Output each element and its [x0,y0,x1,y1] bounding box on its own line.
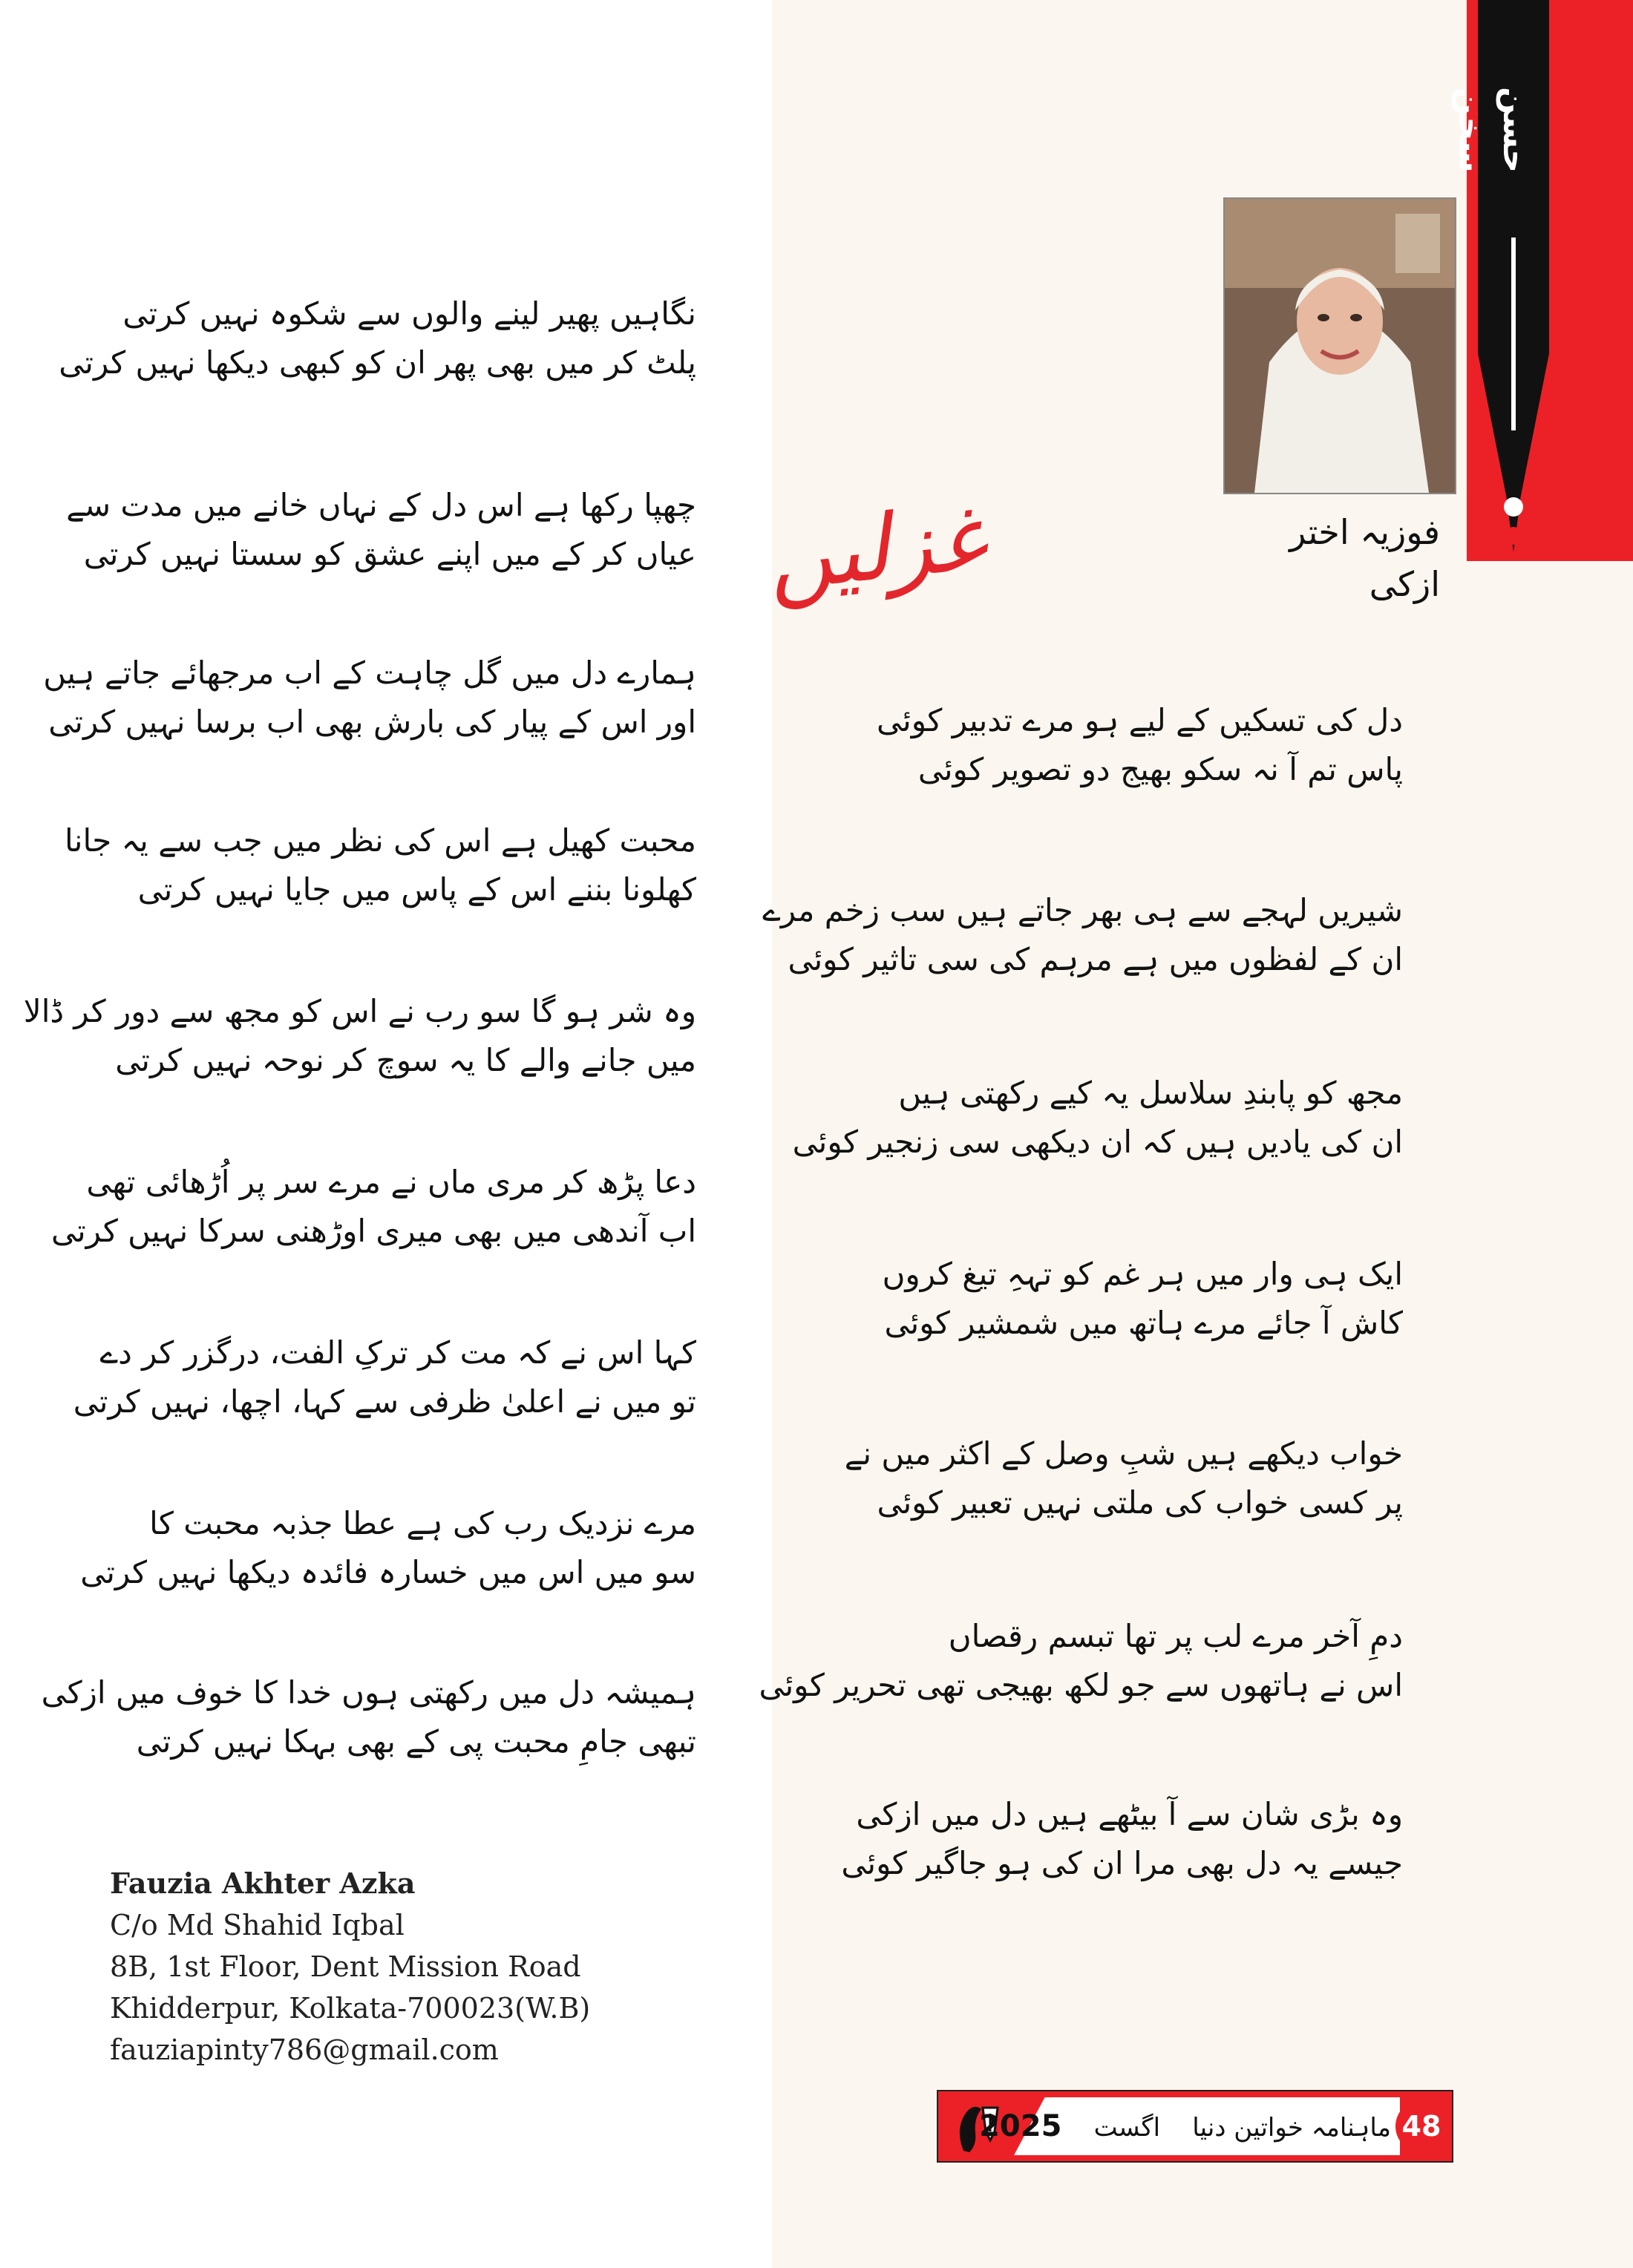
misra: اب آندھی میں بھی میری اوڑھنی سرکا نہیں کرتی [50,1213,696,1249]
address-line: Khidderpur, Kolkata-700023(W.B) [110,1992,591,2025]
couplet [50,1158,696,1256]
couplet [43,649,696,747]
address-line: 8B, 1st Floor, Dent Mission Road [110,1950,581,1983]
misra: کاش آ جائے مرے ہاتھ میں شمشیر کوئی [884,1305,1403,1341]
misra: دعا پڑھ کر مری ماں نے مرے سر پر اُڑھائی تھی [86,1164,696,1200]
misra: پلٹ کر میں بھی پھر ان کو کبھی دیکھا نہیں کرتی [59,344,696,381]
misra: ہمیشہ دل میں رکھتی ہوں خدا کا خوف میں ازکی [41,1674,696,1711]
misra: وہ شر ہو گا سو رب نے اس کو مجھ سے دور کر ڈالا [23,993,696,1029]
misra: ہمارے دل میں گل چاہت کے اب مرجھائے جاتے ہیں [43,655,696,691]
couplet [792,1069,1403,1167]
misra: سو میں اس میں خسارہ فائدہ دیکھا نہیں کرتی [80,1554,696,1590]
misra: ان کی یادیں ہیں کہ ان دیکھی سی زنجیر کوئی [792,1124,1403,1160]
magazine-title: ماہنامہ خواتین دنیا [1192,2113,1391,2143]
misra: محبت کھیل ہے اس کی نظر میں جب سے یہ جانا [64,822,696,859]
misra: دل کی تسکیں کے لیے ہو مرے تدبیر کوئی [877,702,1403,738]
poet-name: فوزیہ اختر ازکی [1289,512,1440,604]
couplet [844,1429,1403,1527]
misra: پاس تم آ نہ سکو بھیج دو تصویر کوئی [917,751,1403,787]
misra: خواب دیکھے ہیں شبِ وصل کے اکثر میں نے [844,1435,1403,1472]
address-line: C/o Md Shahid Iqbal [110,1909,405,1941]
misra: وہ بڑی شان سے آ بیٹھے ہیں دل میں ازکی [856,1796,1403,1832]
footer-issue [979,2102,1391,2151]
misra: چھپا رکھا ہے اس دل کے نہاں خانے میں مدت سے [66,487,696,523]
couplet [59,289,696,387]
issue-year: 2025 [979,2109,1062,2143]
issue-month: اگست [1093,2113,1161,2143]
couplet [868,1250,1403,1348]
author-email: fauziapinty786@gmail.com [110,2033,499,2066]
couplet [762,886,1403,984]
author-address [110,1863,704,2071]
misra: تو میں نے اعلیٰ ظرفی سے کہا، اچھا، نہیں کرتی [73,1383,696,1420]
misra: ان کے لفظوں میں ہے مرہم کی سی تاثیر کوئی [788,941,1403,977]
couplet [759,1612,1403,1710]
misra: کہا اس نے کہ مت کر ترکِ الفت، درگزر کر دے [99,1334,696,1371]
misra: ایک ہی وار میں ہر غم کو تہہِ تیغ کروں [882,1256,1403,1292]
misra: پر کسی خواب کی ملتی نہیں تعبیر کوئی [877,1484,1403,1521]
misra: جیسے یہ دل بھی مرا ان کی ہو جاگیر کوئی [841,1845,1403,1881]
misra: میں جانے والے کا یہ سوچ کر نوحہ نہیں کرتی [115,1042,696,1078]
misra: مرے نزدیک رب کی ہے عطا جذبہ محبت کا [149,1505,696,1541]
portrait-illustration [1225,199,1455,493]
couplet [73,1328,696,1426]
couplet [64,816,696,914]
ghazal-heading: غزلیں [762,486,989,612]
misra: مجھ کو پابندِ سلاسل یہ کیے رکھتی ہیں [898,1075,1403,1111]
couplet [41,1668,696,1766]
poet-portrait [1223,197,1456,494]
author-name: Fauzia Akhter Azka [110,1866,416,1900]
misra: اس نے ہاتھوں سے جو لکھ بھیجی تھی تحریر کوئی [759,1667,1403,1703]
misra: عیاں کر کے میں اپنے عشق کو سستا نہیں کرتی [83,536,696,572]
couplet [80,1499,696,1597]
page-footer [937,2090,1453,2163]
pen-slit [1511,237,1516,430]
couplet [66,481,696,579]
pen-hole [1504,497,1523,517]
section-tab-title: حسن سخن [1451,86,1534,174]
misra: دمِ آخر مرے لب پر تھا تبسم رقصاں [948,1618,1403,1654]
misra: تبھی جامِ محبت پی کے بھی بہکا نہیں کرتی [136,1723,696,1760]
misra: کھلونا بننے اس کے پاس میں جایا نہیں کرتی [137,871,696,908]
misra: شیریں لہجے سے ہی بھر جاتے ہیں سب زخم مرے [762,892,1403,928]
couplet [868,696,1403,794]
page-number: 48 [1395,2100,1447,2152]
misra: نگاہیں پھیر لینے والوں سے شکوہ نہیں کرتی [122,295,696,332]
couplet [841,1790,1403,1888]
couplet [23,987,696,1085]
misra: اور اس کے پیار کی بارش بھی اب برسا نہیں کرتی [48,704,696,740]
